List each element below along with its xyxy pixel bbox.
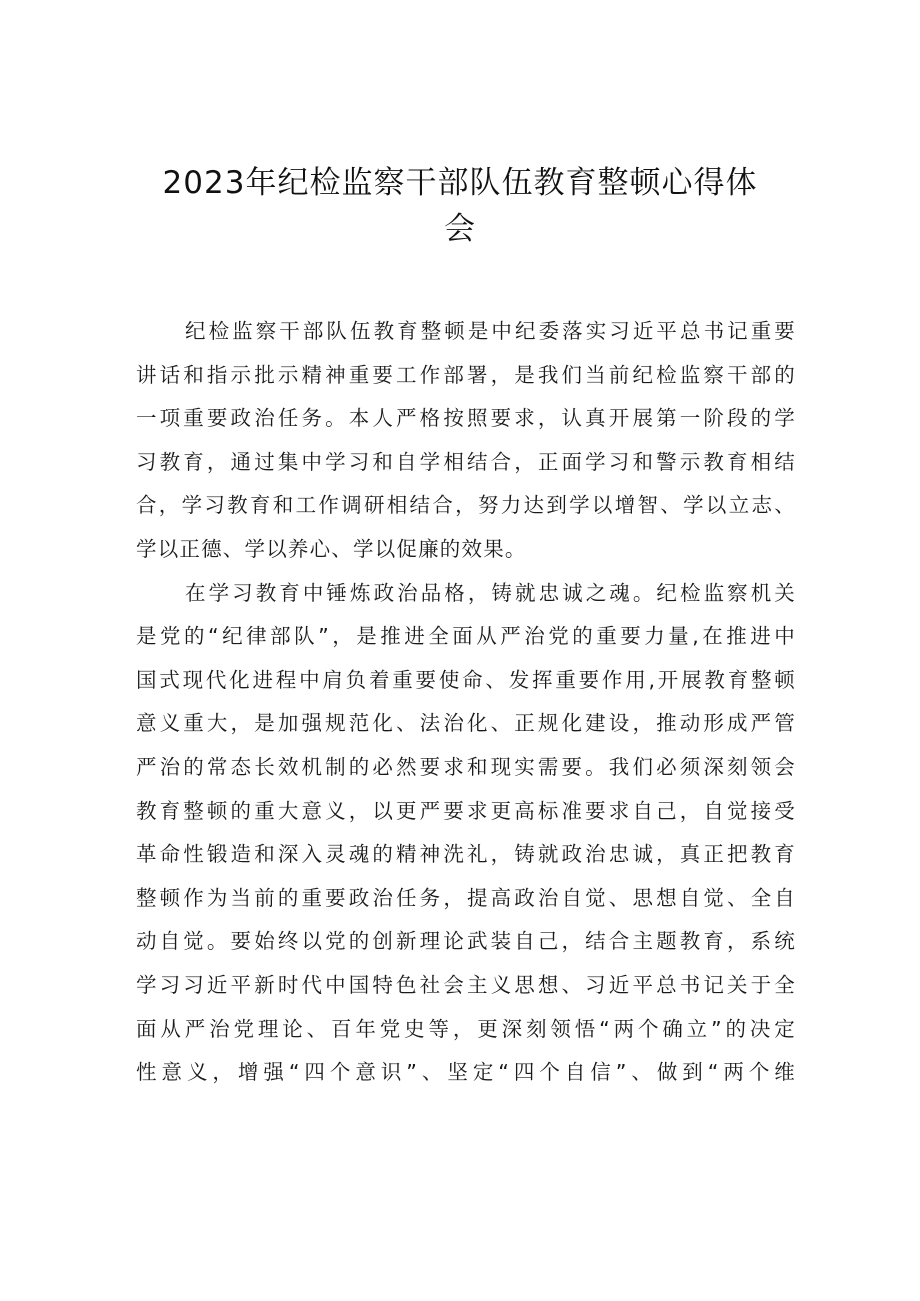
paragraph-1-line-6: 学以正德、学以养心、学以促廉的效果。 xyxy=(136,536,527,561)
paragraph-1-line-5: 合，学习教育和工作调研相结合，努力达到学以增智、学以立志、 xyxy=(136,493,796,518)
paragraph-1-line-3: 一项重要政治任务。本人严格按照要求，认真开展第一阶段的学 xyxy=(136,406,796,431)
paragraph-2-line-12: 性意义，增强“四个意识”、坚定“四个自信”、做到“两个维 xyxy=(136,1060,796,1085)
paragraph-2-line-10: 学习习近平新时代中国特色社会主义思想、习近平总书记关于全 xyxy=(136,972,796,997)
paragraph-2-line-11: 面从严治党理论、百年党史等，更深刻领悟“两个确立”的决定 xyxy=(136,1016,796,1041)
paragraph-2-line-3: 国式现代化进程中肩负着重要使命、发挥重要作用,开展教育整顿 xyxy=(136,667,796,692)
paragraph-2-line-1: 在学习教育中锤炼政治品格，铸就忠诚之魂。纪检监察机关 xyxy=(185,580,796,605)
paragraph-2-line-2: 是党的“纪律部队”，是推进全面从严治党的重要力量,在推进中 xyxy=(136,624,796,649)
document-body xyxy=(136,310,796,1095)
paragraph-1-line-1: 纪检监察干部队伍教育整顿是中纪委落实习近平总书记重要 xyxy=(185,319,796,343)
paragraph-2-line-8: 整顿作为当前的重要政治任务，提高政治自觉、思想自觉、全自 xyxy=(136,885,796,910)
paragraph-1-line-4: 习教育，通过集中学习和自学相结合，正面学习和警示教育相结 xyxy=(136,449,796,474)
paragraph-2-line-9: 动自觉。要始终以党的创新理论武装自己，结合主题教育，系统 xyxy=(136,929,796,954)
document-title xyxy=(130,160,790,252)
title-line-1: 2023年纪检监察干部队伍教育整顿心得体 xyxy=(162,165,758,201)
paragraph-2-line-6: 教育整顿的重大意义，以更严要求更高标准要求自己，自觉接受 xyxy=(136,798,796,823)
paragraph-2-line-7: 革命性锻造和深入灵魂的精神洗礼，铸就政治忠诚，真正把教育 xyxy=(136,842,796,867)
paragraph-2-line-5: 严治的常态长效机制的必然要求和现实需要。我们必须深刻领会 xyxy=(136,754,796,779)
paragraph-2-line-4: 意义重大，是加强规范化、法治化、正规化建设，推动形成严管 xyxy=(136,711,796,736)
title-line-2: 会 xyxy=(444,211,476,247)
paragraph-1-line-2: 讲话和指示批示精神重要工作部署，是我们当前纪检监察干部的 xyxy=(136,362,796,387)
